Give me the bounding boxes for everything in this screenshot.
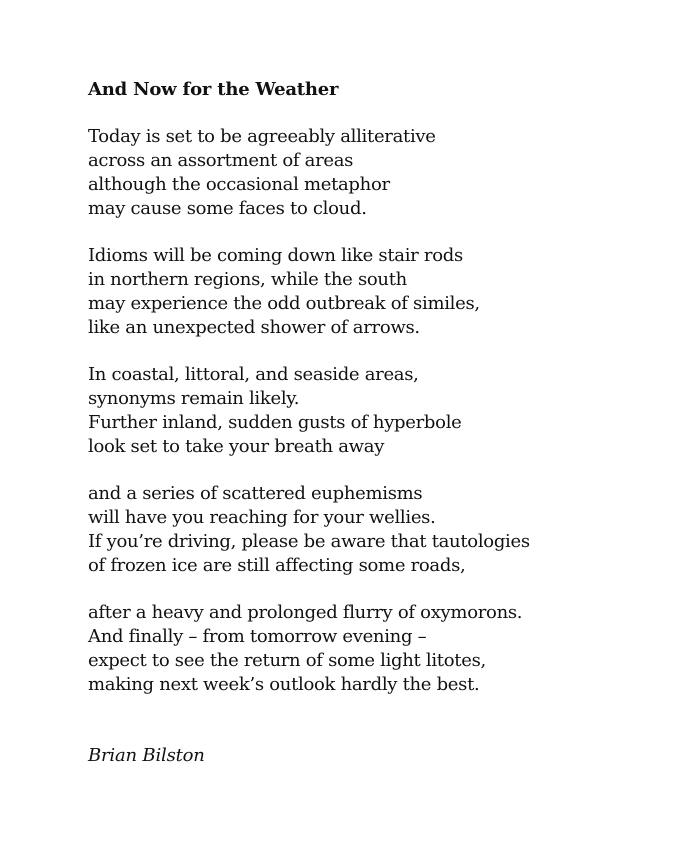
poem-title: And Now for the Weather — [88, 79, 339, 100]
poem-line: In coastal, littoral, and seaside areas, — [88, 364, 419, 385]
stanza-4 — [88, 482, 648, 578]
stanza-3 — [88, 363, 648, 459]
poem-line: may experience the odd outbreak of similes, — [88, 293, 480, 314]
poem-line: will have you reaching for your wellies. — [88, 507, 436, 528]
poem-line: and a series of scattered euphemisms — [88, 483, 423, 504]
poem-line: may cause some faces to cloud. — [88, 198, 367, 219]
poem-author: Brian Bilston — [88, 745, 205, 766]
poem-line: Today is set to be agreeably alliterative — [88, 126, 436, 147]
poem-line: synonyms remain likely. — [88, 388, 300, 409]
poem-line: expect to see the return of some light litotes, — [88, 650, 486, 671]
poem-line: although the occasional metaphor — [88, 174, 390, 195]
poem-line: in northern regions, while the south — [88, 269, 407, 290]
poem-line: And finally – from tomorrow evening – — [88, 626, 427, 647]
stanza-2 — [88, 244, 648, 340]
poem — [88, 78, 648, 720]
poem-line: making next week’s outlook hardly the best. — [88, 674, 480, 695]
stanza-1 — [88, 125, 648, 221]
poem-line: across an assortment of areas — [88, 150, 354, 171]
poem-line: after a heavy and prolonged flurry of oxymorons. — [88, 602, 523, 623]
poem-line: like an unexpected shower of arrows. — [88, 317, 420, 338]
poem-line: Further inland, sudden gusts of hyperbole — [88, 412, 462, 433]
poem-line: Idioms will be coming down like stair rods — [88, 245, 463, 266]
poem-line: of frozen ice are still affecting some roads, — [88, 555, 466, 576]
poem-line: look set to take your breath away — [88, 436, 385, 457]
poem-line: If you’re driving, please be aware that tautologies — [88, 531, 530, 552]
stanza-5 — [88, 601, 648, 697]
